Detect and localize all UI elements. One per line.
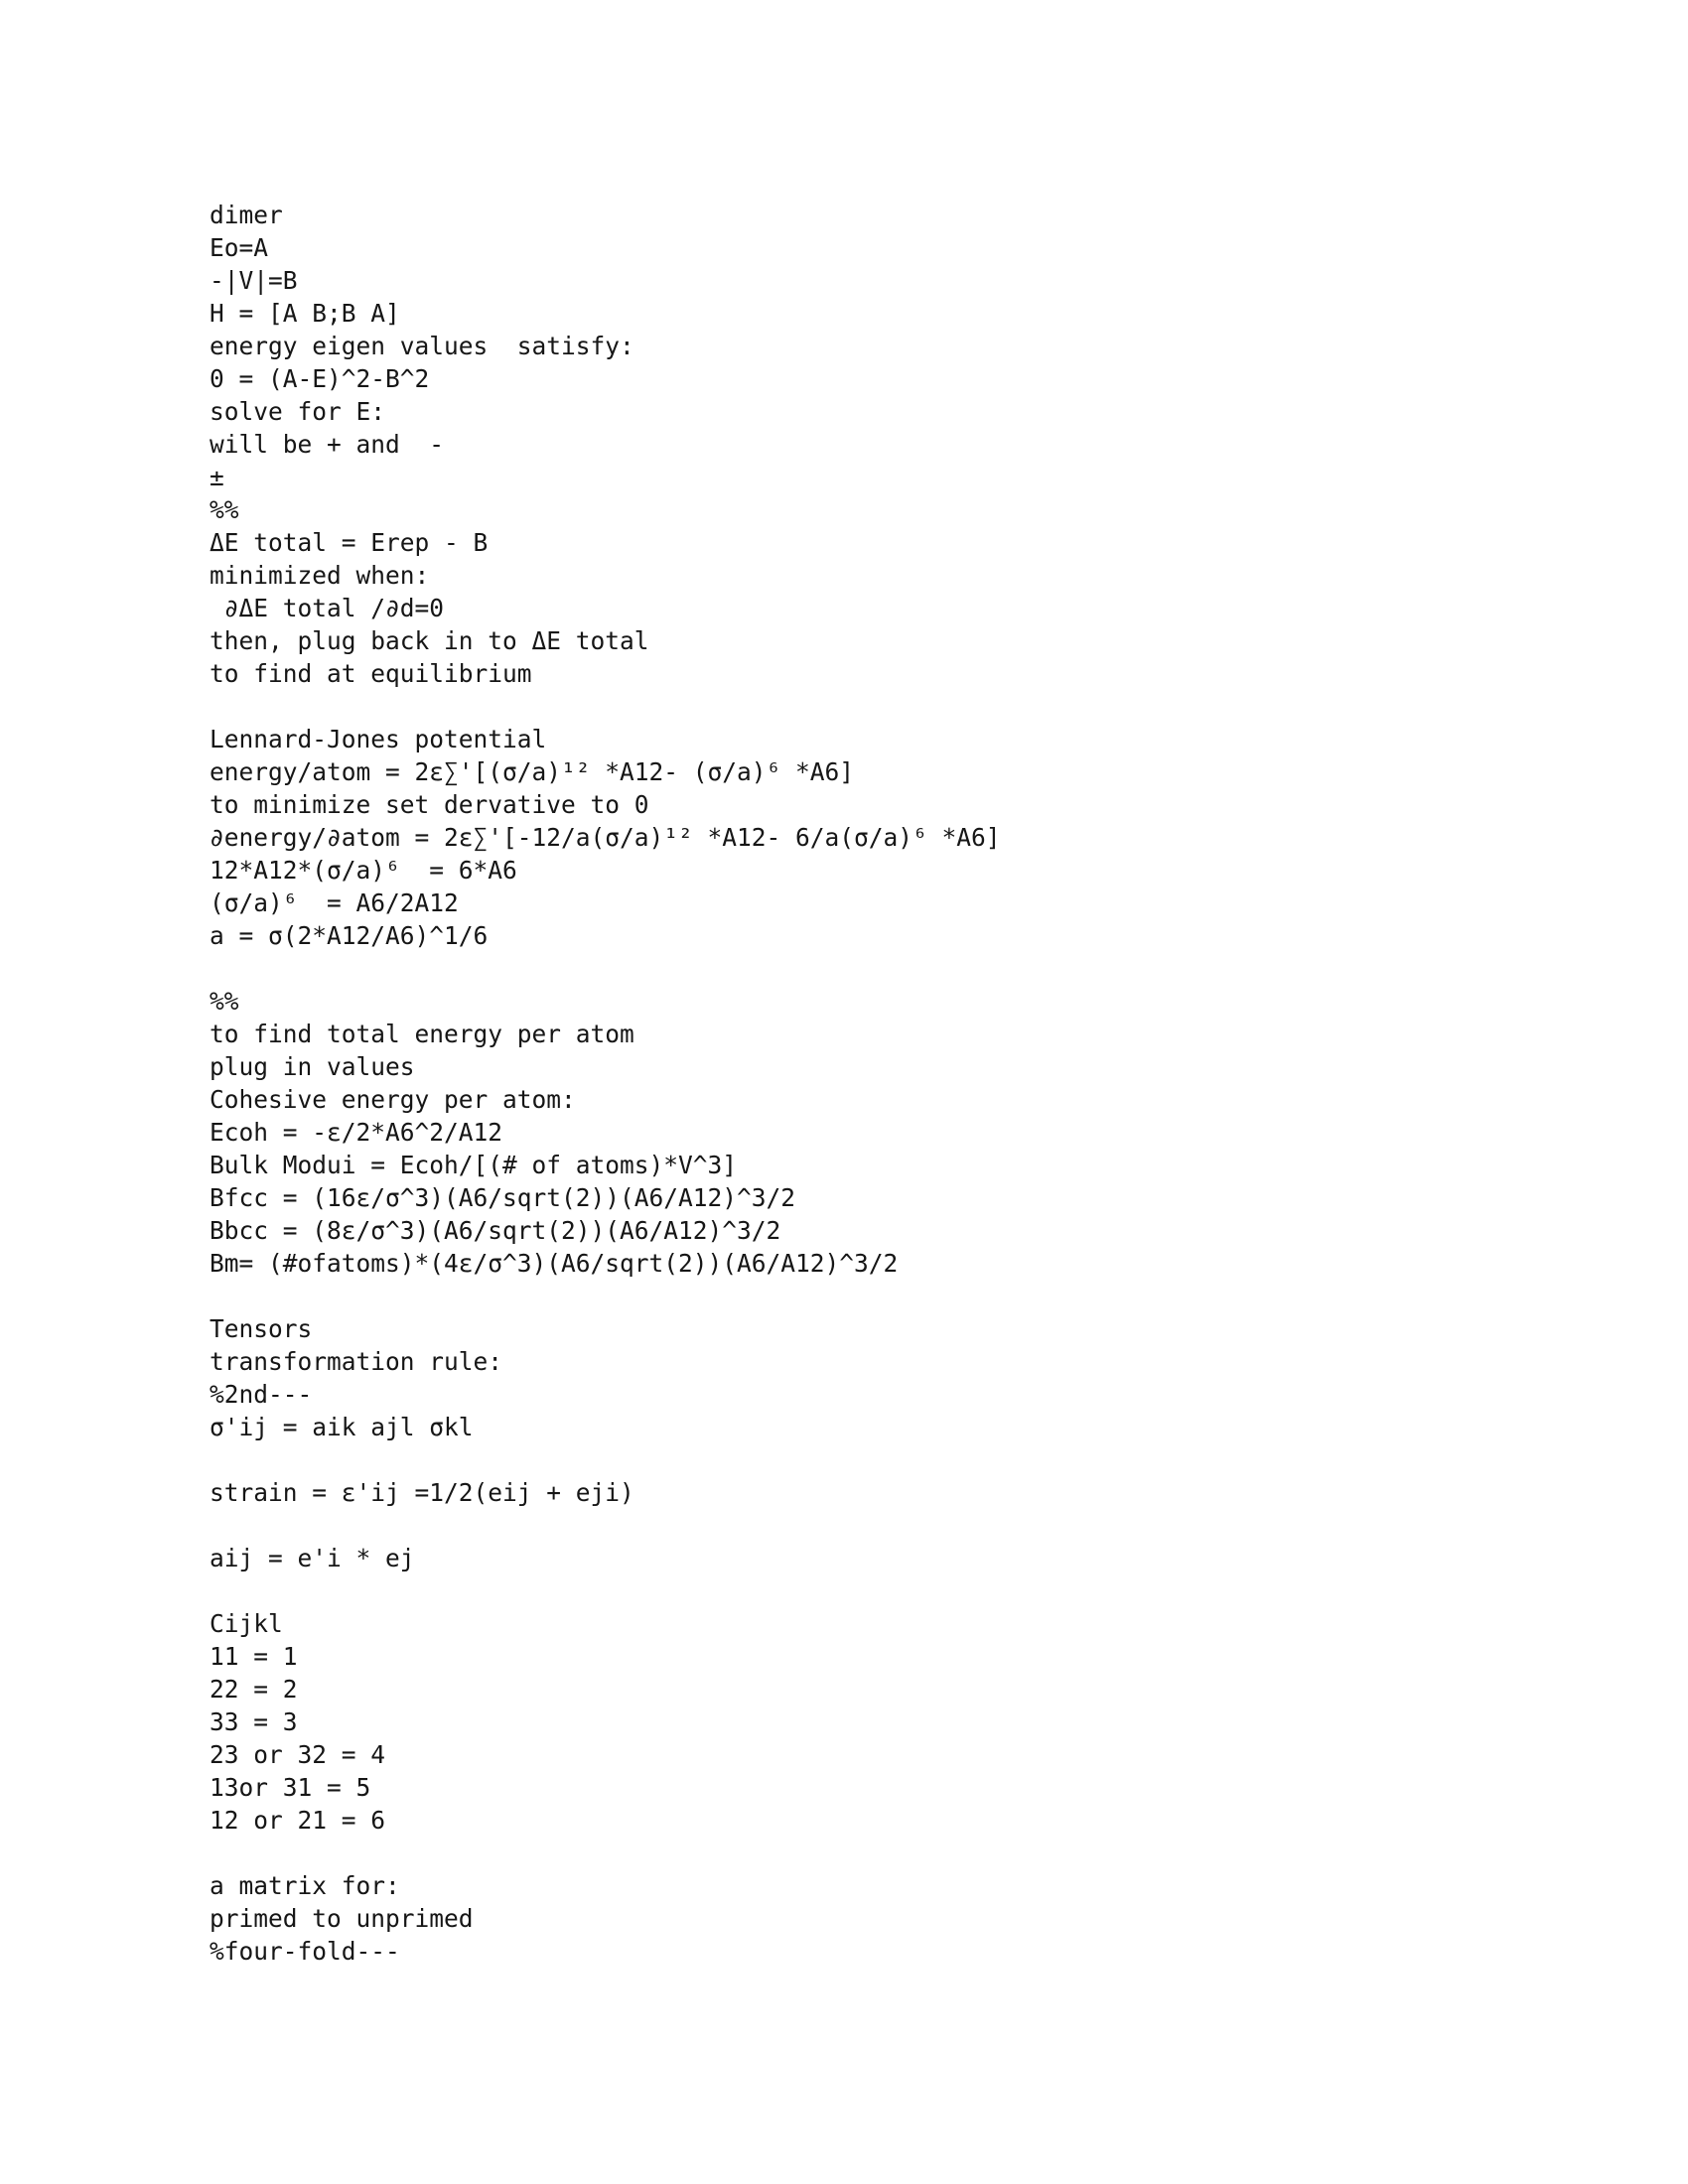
text-line: primed to unprimed — [210, 1904, 474, 1933]
text-line: Cijkl — [210, 1609, 283, 1638]
text-line: aij = e'i * ej — [210, 1544, 415, 1572]
text-line — [210, 1443, 1500, 1476]
text-line: then, plug back in to ΔE total — [210, 626, 649, 655]
text-line — [210, 1574, 1500, 1607]
text-line: Ecoh = -ε/2*A6^2/A12 — [210, 1118, 503, 1147]
text-line: Bfcc = (16ε/σ^3)(A6/sqrt(2))(A6/A12)^3/2 — [210, 1183, 796, 1212]
text-line: Bm= (#ofatoms)*(4ε/σ^3)(A6/sqrt(2))(A6/A12)^3/2 — [210, 1249, 899, 1278]
text-line: σ'ij = aik ajl σkl — [210, 1413, 474, 1441]
text-line: ∂ΔE total /∂d=0 — [210, 594, 445, 622]
text-line: ± — [210, 463, 224, 491]
text-line: a matrix for: — [210, 1871, 400, 1900]
text-line: Tensors — [210, 1314, 313, 1343]
text-line — [210, 1509, 1500, 1542]
text-line: ∂energy/∂atom = 2ε∑'[-12/a(σ/a)¹² *A12- 6/a(σ/a)⁶ *A6] — [210, 823, 1001, 852]
text-line: ΔE total = Erep - B — [210, 528, 489, 557]
text-line: 33 = 3 — [210, 1707, 298, 1736]
text-line: %four-fold--- — [210, 1937, 400, 1966]
text-line — [210, 1837, 1500, 1869]
text-line: 12 or 21 = 6 — [210, 1806, 386, 1835]
text-line: 11 = 1 — [210, 1642, 298, 1671]
text-line: %2nd--- — [210, 1380, 313, 1409]
text-line: H = [A B;B A] — [210, 299, 400, 328]
text-line: Bulk Modui = Ecoh/[(# of atoms)*V^3] — [210, 1151, 738, 1179]
text-line: 0 = (A-E)^2-B^2 — [210, 364, 430, 393]
text-line: to find total energy per atom — [210, 1020, 634, 1048]
text-line — [210, 690, 1500, 723]
text-line: %% — [210, 495, 239, 524]
text-line: strain = ε'ij =1/2(eij + eji) — [210, 1478, 634, 1507]
text-line — [210, 952, 1500, 985]
notes-text-block — [210, 199, 1500, 1968]
text-line: energy eigen values satisfy: — [210, 332, 634, 360]
text-line: 12*A12*(σ/a)⁶ = 6*A6 — [210, 856, 517, 885]
text-line: Lennard-Jones potential — [210, 725, 547, 753]
text-line: solve for E: — [210, 397, 386, 426]
text-line: 22 = 2 — [210, 1675, 298, 1704]
text-line — [210, 1280, 1500, 1312]
text-line: plug in values — [210, 1052, 415, 1081]
text-line: Eo=A — [210, 233, 269, 262]
text-line: to find at equilibrium — [210, 659, 532, 688]
text-line: dimer — [210, 201, 283, 229]
text-line: Bbcc = (8ε/σ^3)(A6/sqrt(2))(A6/A12)^3/2 — [210, 1216, 781, 1245]
text-line: 23 or 32 = 4 — [210, 1740, 386, 1769]
text-line: (σ/a)⁶ = A6/2A12 — [210, 888, 459, 917]
text-line: minimized when: — [210, 561, 430, 590]
text-line: a = σ(2*A12/A6)^1/6 — [210, 921, 489, 950]
text-line: will be + and - — [210, 430, 445, 459]
text-line: 13or 31 = 5 — [210, 1773, 371, 1802]
text-line: %% — [210, 987, 239, 1016]
text-line: transformation rule: — [210, 1347, 503, 1376]
text-line: -|V|=B — [210, 266, 298, 295]
text-line: Cohesive energy per atom: — [210, 1085, 576, 1114]
text-line: to minimize set dervative to 0 — [210, 790, 649, 819]
text-line: energy/atom = 2ε∑'[(σ/a)¹² *A12- (σ/a)⁶ *A6] — [210, 757, 855, 786]
